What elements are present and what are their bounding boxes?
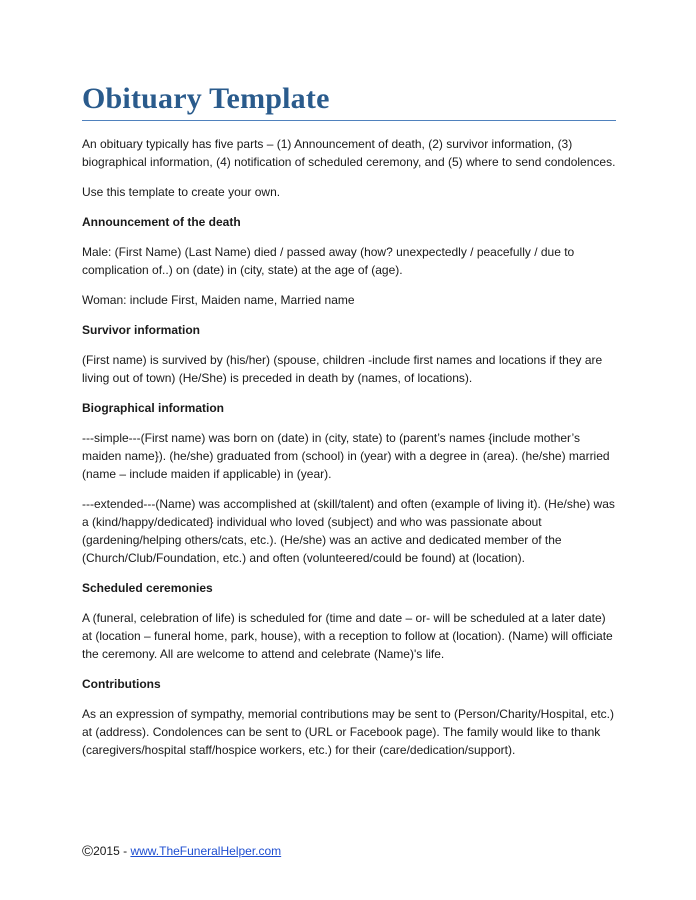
footer bbox=[82, 842, 281, 861]
contributions-text: As an expression of sympathy, memorial contributions may be sent to (Person/Charity/Hospital, etc.) at (address). Condolences can be sent to (URL or Facebook page). The family would like to thank (caregivers/hospital staff/hospice workers, etc.) for their (care/dedication/support). bbox=[82, 707, 615, 757]
usage-note: Use this template to create your own. bbox=[82, 185, 281, 199]
footer-separator: - bbox=[119, 844, 131, 858]
intro-paragraph: An obituary typically has five parts – (1) Announcement of death, (2) survivor information, (3) biographical information, (4) notification of scheduled ceremony, and (5) where to send condolences. bbox=[82, 137, 616, 169]
announcement-woman-text: Woman: include First, Maiden name, Married name bbox=[82, 293, 355, 307]
section-heading-survivor: Survivor information bbox=[82, 323, 201, 337]
page-title: Obituary Template bbox=[82, 82, 330, 115]
biographical-simple-text: ---simple---(First name) was born on (date) in (city, state) to (parent’s names {include mother’s maiden name}). (he/she) graduated from (school) in (year) with a degree in (area). (he/she) married (name – include maiden if applicable) in (year). bbox=[82, 431, 610, 481]
biographical-extended-text: ---extended---(Name) was accomplished at (skill/talent) and often (example of living it). (He/she) was a (kind/happy/dedicated} individual who loved (subject) and who was passionate about (gardening/helping others/cats, etc.). (He/she) was an active and dedicated member of the (Church/Club/Foundation, etc.) and often (volunteered/could be found) at (location). bbox=[82, 497, 615, 565]
title-divider bbox=[82, 120, 616, 121]
section-heading-contributions: Contributions bbox=[82, 677, 161, 691]
survivor-text: (First name) is survived by (his/her) (spouse, children -include first names and locations if they are living out of town) (He/She) is preceded in death by (names, of locations). bbox=[82, 353, 603, 385]
ceremonies-text: A (funeral, celebration of life) is scheduled for (time and date – or- will be scheduled at a later date) at (location – funeral home, park, house), with a reception to follow at (location). (Name) will officiate the ceremony. All are welcome to attend and celebrate (Name)'s life. bbox=[82, 611, 613, 661]
announcement-male-text: Male: (First Name) (Last Name) died / passed away (how? unexpectedly / peacefully / due to complication of..) on (date) in (city, state) at the age of (age). bbox=[82, 245, 575, 277]
copyright-symbol: © bbox=[82, 843, 94, 860]
copyright-year: 2015 bbox=[93, 844, 120, 858]
section-heading-biographical: Biographical information bbox=[82, 401, 225, 415]
website-link[interactable]: www.TheFuneralHelper.com bbox=[130, 844, 282, 858]
document-body bbox=[82, 80, 616, 759]
section-heading-ceremonies: Scheduled ceremonies bbox=[82, 581, 213, 595]
section-heading-announcement: Announcement of the death bbox=[82, 215, 241, 229]
